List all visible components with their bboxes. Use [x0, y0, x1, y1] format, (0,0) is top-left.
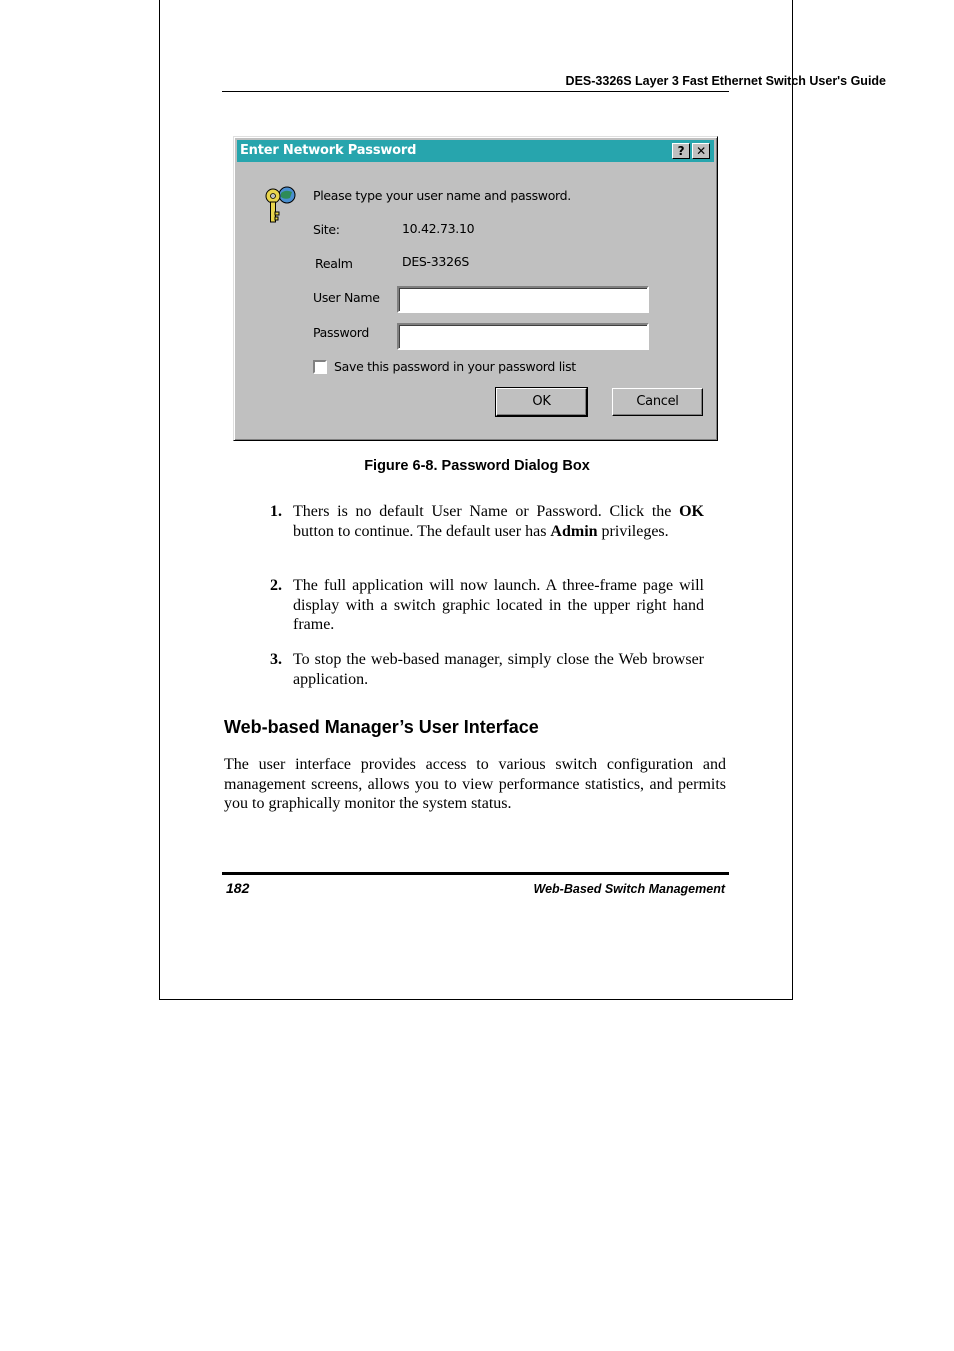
ok-button[interactable]: OK [496, 388, 587, 416]
list-number: 3. [270, 651, 282, 668]
close-button[interactable]: ✕ [692, 143, 710, 159]
help-button[interactable]: ? [672, 143, 690, 159]
realm-label: Realm [315, 256, 353, 271]
save-password-label: Save this password in your password list [334, 359, 576, 374]
page-number: 182 [226, 880, 250, 896]
site-label: Site: [313, 222, 340, 237]
dialog-prompt: Please type your user name and password. [313, 188, 571, 203]
key-icon [262, 184, 302, 226]
username-field[interactable] [397, 286, 649, 313]
site-value: 10.42.73.10 [402, 221, 475, 236]
list-item [270, 502, 704, 541]
dialog-titlebar[interactable] [237, 140, 714, 162]
list-text: Thers is no default User Name or Password. Click the OK button to continue. The default user has Admin privileges. [293, 503, 704, 540]
footer-rule [222, 872, 729, 875]
list-text: To stop the web-based manager, simply close the Web browser application. [293, 651, 704, 688]
list-item [270, 650, 704, 689]
password-dialog [233, 136, 718, 441]
dialog-title: Enter Network Password [240, 143, 417, 158]
cancel-button[interactable]: Cancel [612, 388, 703, 416]
list-item [270, 576, 704, 635]
save-password-checkbox[interactable] [313, 360, 327, 374]
running-header: DES-3326S Layer 3 Fast Ethernet Switch User's Guide [565, 74, 886, 88]
list-number: 1. [270, 503, 282, 520]
realm-value: DES-3326S [402, 254, 470, 269]
list-number: 2. [270, 577, 282, 594]
section-paragraph: The user interface provides access to various switch configuration and management screens, allows you to view performance statistics, and permits you to graphically monitor the system status. [224, 756, 726, 812]
password-field[interactable] [397, 323, 649, 350]
list-text: The full application will now launch. A three-frame page will display with a switch graphic located in the upper right hand frame. [293, 577, 704, 633]
password-label: Password [313, 325, 369, 340]
figure-caption: Figure 6-8. Password Dialog Box [364, 458, 590, 474]
running-footer: Web-Based Switch Management [533, 882, 725, 896]
header-rule [222, 91, 729, 92]
username-label: User Name [313, 290, 380, 305]
section-heading: Web-based Manager’s User Interface [224, 717, 539, 737]
